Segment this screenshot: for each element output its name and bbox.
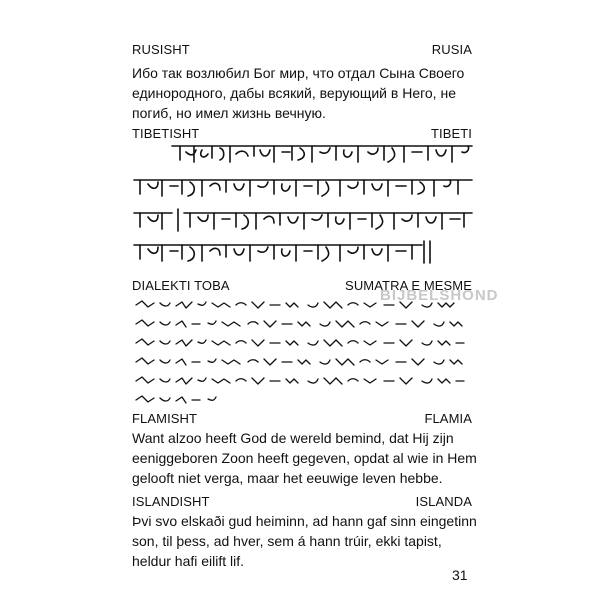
- toba-script-line: [132, 393, 477, 407]
- section-header-icelandic: [132, 494, 472, 510]
- country-name-albanian: FLAMIA: [424, 411, 472, 426]
- toba-script-line: [132, 317, 477, 331]
- country-name-albanian: TIBETI: [430, 126, 472, 141]
- language-name-albanian: DIALEKTI TOBA: [132, 278, 230, 293]
- verse-text-flemish: Want alzoo heeft God de wereld bemind, dat Hij zijn eeniggeboren Zoon heeft gegeven, opdat al wie in Hem gelooft niet verga, maar het eeuwige leven hebbe.: [132, 430, 477, 486]
- tibetan-script-line: [132, 174, 477, 204]
- page-number: 31: [452, 567, 468, 583]
- tibetan-script-line: [132, 239, 477, 269]
- language-name-albanian: TIBETISHT: [132, 126, 200, 141]
- tibetan-script-line: [132, 207, 477, 237]
- language-name-albanian: RUSISHT: [132, 42, 190, 57]
- country-name-albanian: ISLANDA: [415, 494, 472, 509]
- tibetan-script-line: [132, 140, 477, 170]
- region-name-albanian: SUMATRA E MESME: [345, 278, 472, 293]
- verse-text-icelandic: Þvi svo elskaði gud heiminn, ad hann gaf sinn eingetinn son, til þess, ad hver, sem á hann trúir, ekki tapist, heldur hafi eilift lif.: [132, 513, 477, 569]
- toba-script-line: [132, 336, 477, 350]
- section-header-russian: [132, 42, 472, 58]
- country-name-albanian: RUSIA: [431, 42, 472, 57]
- section-header-flemish: [132, 411, 472, 427]
- language-name-albanian: ISLANDISHT: [132, 494, 210, 509]
- toba-script-line: [132, 355, 477, 369]
- verse-text-russian: Ибо так возлюбил Бог мир, что отдал Сына Своего единородного, дабы всякий, верующий в Него, не погиб, но имел жизнь вечную.: [132, 65, 465, 121]
- watermark: BIJBELSHOND: [380, 287, 499, 304]
- toba-script-line: [132, 374, 477, 388]
- language-name-albanian: FLAMISHT: [132, 411, 198, 426]
